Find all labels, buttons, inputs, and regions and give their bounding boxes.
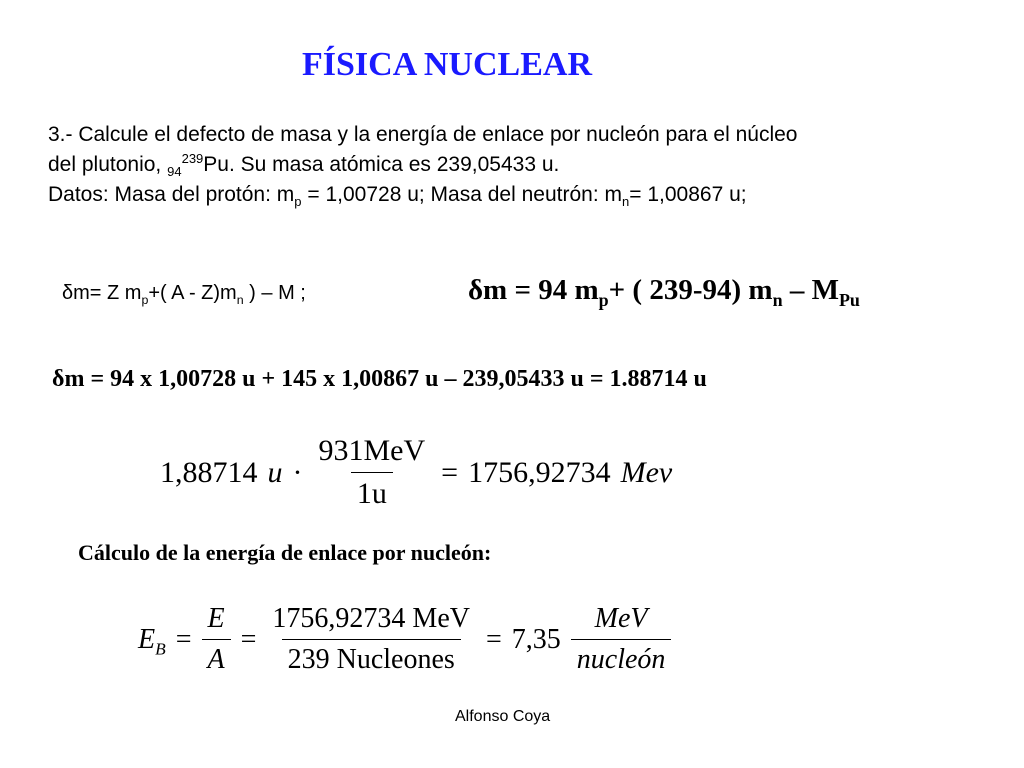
binding-result: 7,35 (511, 623, 561, 655)
fraction-mev-numerator: MeV (594, 603, 648, 634)
problem-line-1: 3.- Calcule el defecto de masa y la energía de enlace por nucleón para el núcleo (48, 123, 798, 146)
conversion-denominator: 1u (351, 472, 393, 511)
binding-symbol (138, 623, 166, 659)
data-neutron-value: = 1,00867 u; (629, 183, 747, 206)
conversion-numerator: 931MeV (318, 434, 426, 467)
formula-specific-part1: δm = 94 m (468, 274, 599, 306)
formula-general-part3: ) – M ; (243, 282, 306, 304)
formula-specific-sub-n: n (772, 289, 783, 310)
author-credit: Alfonso Coya (455, 708, 551, 725)
binding-energy-heading: Cálculo de la energía de enlace por nucleón: (78, 540, 492, 565)
formula-specific-part3: – M (782, 274, 839, 306)
equals-sign-1: = (175, 623, 192, 655)
atomic-number: 94 (167, 164, 182, 180)
formula-general (62, 282, 306, 305)
fraction-energy-over-nucleons (266, 603, 476, 676)
fraction-nucleon-denominator: nucleón (571, 639, 672, 676)
proton-subscript: p (294, 194, 302, 210)
formula-general-part2: +( A - Z)m (148, 282, 237, 304)
fraction-mev-per-nucleon (571, 603, 672, 676)
problem-line-2-suffix: Pu. Su masa atómica es 239,05433 u. (203, 153, 560, 176)
formula-specific (468, 274, 860, 310)
energy-result: 1756,92734 (468, 455, 611, 489)
binding-energy-equation (138, 603, 681, 676)
equals-sign: = (441, 455, 459, 489)
fraction-e-numerator: E (207, 603, 225, 634)
energy-lhs-value: 1,88714 (160, 455, 258, 489)
problem-statement (48, 120, 797, 210)
formula-general-part1: δm= Z m (62, 282, 142, 304)
multiply-dot: · (292, 455, 303, 489)
formula-specific-sub-pu: Pu (838, 289, 860, 310)
mass-number: 239 (181, 151, 204, 166)
fraction-a-denominator: A (202, 639, 231, 676)
data-neutron-label: = 1,00728 u; Masa del neutrón: m (301, 183, 622, 206)
problem-line-3 (48, 180, 797, 210)
equals-sign-3: = (485, 623, 502, 655)
formula-numeric: δm = 94 x 1,00728 u + 145 x 1,00867 u – 239,05433 u = 1.88714 u (52, 366, 707, 392)
binding-symbol-letter: E (138, 623, 156, 655)
equals-sign-2: = (240, 623, 257, 655)
neutron-subscript: n (622, 194, 630, 210)
problem-line-2-prefix: del plutonio, (48, 153, 168, 176)
page-title: FÍSICA NUCLEAR (302, 46, 592, 83)
energy-lhs-unit: u (267, 455, 283, 489)
binding-symbol-sub: B (155, 639, 166, 659)
fraction-e-over-a (202, 603, 231, 676)
energy-equation (160, 434, 672, 511)
conversion-fraction (313, 434, 432, 511)
fraction-energy-numerator: 1756,92734 MeV (272, 603, 470, 634)
formula-general-sub-n: n (236, 293, 244, 307)
fraction-nucleons-denominator: 239 Nucleones (282, 639, 461, 676)
problem-line-2 (48, 150, 797, 180)
formula-specific-sub-p: p (598, 289, 609, 310)
formula-general-sub-p: p (141, 293, 149, 307)
formula-specific-part2: + ( 239-94) m (608, 274, 773, 306)
data-proton-label: Datos: Masa del protón: m (48, 183, 295, 206)
energy-result-unit: Mev (620, 455, 673, 489)
